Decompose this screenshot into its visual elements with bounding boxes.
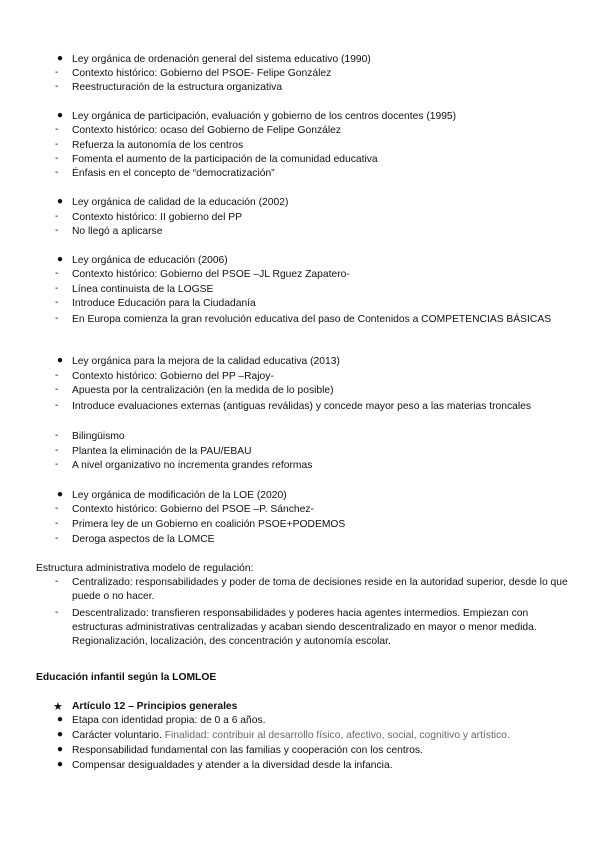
- list-item: Compensar desigualdades y atender a la diversidad desde la infancia.: [72, 760, 393, 771]
- list-item: [72, 729, 572, 743]
- list-item: Contexto histórico: II gobierno del PP: [72, 212, 242, 223]
- dash-icon: -: [55, 67, 59, 78]
- list-item: Línea continuista de la LOGSE: [72, 284, 214, 295]
- list-item: A nivel organizativo no incrementa grandes reformas: [72, 460, 313, 471]
- list-item: Introduce Educación para la Ciudadanía: [72, 298, 256, 309]
- dash-icon: -: [55, 124, 59, 135]
- star-icon: ★: [53, 701, 63, 713]
- article-title: Artículo 12 – Principios generales: [72, 701, 238, 712]
- dash-icon: -: [55, 576, 59, 587]
- dash-icon: -: [55, 400, 59, 411]
- bullet-icon: ●: [56, 110, 64, 121]
- law-title-1995: Ley orgánica de participación, evaluación y gobierno de los centros docentes (1995): [72, 111, 457, 122]
- section-heading: Educación infantil según la LOMLOE: [36, 672, 217, 683]
- voluntario-label: Carácter voluntario.: [72, 730, 162, 741]
- list-item: Énfasis en el concepto de “democratización”: [72, 168, 275, 179]
- bullet-icon: ●: [56, 729, 64, 740]
- list-item: Contexto histórico: Gobierno del PSOE –P. Sánchez-: [72, 504, 314, 515]
- list-item: Bilingüismo: [72, 431, 125, 442]
- dash-icon: -: [55, 607, 59, 618]
- law-title-2006: Ley orgánica de educación (2006): [72, 255, 228, 266]
- bullet-icon: ●: [56, 53, 64, 64]
- list-item: Apuesta por la centralización (en la medida de lo posible): [72, 385, 334, 396]
- list-item: En Europa comienza la gran revolución educativa del paso de Contenidos a COMPETENCIAS BÁSICAS: [72, 314, 552, 325]
- finalidad-note: Finalidad: contribuir al desarrollo físico, afectivo, social, cognitivo y artístico.: [164, 730, 510, 741]
- list-item: Centralizado: responsabilidades y poder de toma de decisiones reside en la autoridad superior, desde lo que puede o no hacer.: [72, 577, 568, 602]
- law-title-2013: Ley orgánica para la mejora de la calidad educativa (2013): [72, 356, 340, 367]
- dash-icon: -: [55, 370, 59, 381]
- dash-icon: -: [55, 81, 59, 92]
- bullet-icon: ●: [56, 714, 64, 725]
- bullet-icon: ●: [56, 254, 64, 265]
- list-item: Introduce evaluaciones externas (antiguas reválidas) y concede mayor peso a las materias troncales: [72, 401, 532, 412]
- dash-icon: -: [55, 518, 59, 529]
- dash-icon: -: [55, 225, 59, 236]
- bullet-icon: ●: [56, 196, 64, 207]
- dash-icon: -: [55, 533, 59, 544]
- list-item: Contexto histórico: Gobierno del PP –Rajoy-: [72, 371, 274, 382]
- dash-icon: -: [55, 430, 59, 441]
- dash-icon: -: [55, 459, 59, 470]
- list-item: Responsabilidad fundamental con las familias y cooperación con los centros.: [72, 745, 423, 756]
- dash-icon: -: [55, 283, 59, 294]
- list-item: Contexto histórico: ocaso del Gobierno de Felipe González: [72, 125, 342, 136]
- dash-icon: -: [55, 445, 59, 456]
- bullet-icon: ●: [56, 759, 64, 770]
- law-title-1990: Ley orgánica de ordenación general del sistema educativo (1990): [72, 54, 371, 65]
- list-item: Contexto histórico: Gobierno del PSOE –JL Rguez Zapatero-: [72, 269, 350, 280]
- admin-intro: Estructura administrativa modelo de regulación:: [36, 563, 254, 574]
- dash-icon: -: [55, 313, 59, 324]
- law-title-2002: Ley orgánica de calidad de la educación (2002): [72, 197, 289, 208]
- dash-icon: -: [55, 139, 59, 150]
- law-title-2020: Ley orgánica de modificación de la LOE (2020): [72, 490, 287, 501]
- list-item: No llegó a aplicarse: [72, 226, 163, 237]
- bullet-icon: ●: [56, 355, 64, 366]
- dash-icon: -: [55, 153, 59, 164]
- list-item: Etapa con identidad propia: de 0 a 6 años.: [72, 715, 266, 726]
- bullet-icon: ●: [56, 489, 64, 500]
- dash-icon: -: [55, 384, 59, 395]
- dash-icon: -: [55, 167, 59, 178]
- list-item: Deroga aspectos de la LOMCE: [72, 534, 215, 545]
- list-item: Contexto histórico: Gobierno del PSOE- Felipe González: [72, 68, 332, 79]
- dash-icon: -: [55, 503, 59, 514]
- dash-icon: -: [55, 297, 59, 308]
- bullet-icon: ●: [56, 744, 64, 755]
- list-item: Plantea la eliminación de la PAU/EBAU: [72, 446, 252, 457]
- dash-icon: -: [55, 268, 59, 279]
- dash-icon: -: [55, 211, 59, 222]
- list-item: Descentralizado: transfieren responsabilidades y poderes hacia agentes intermedios. Empiezan con estructuras administrativas centralizadas y acaban siendo descentralizado en mayor o menor medida. Regionalización, localización, des concentración y autonomía escolar.: [72, 608, 537, 647]
- list-item: Fomenta el aumento de la participación de la comunidad educativa: [72, 154, 378, 165]
- list-item: Reestructuración de la estructura organizativa: [72, 82, 283, 93]
- list-item: Primera ley de un Gobierno en coalición PSOE+PODEMOS: [72, 519, 346, 530]
- list-item: Refuerza la autonomía de los centros: [72, 140, 244, 151]
